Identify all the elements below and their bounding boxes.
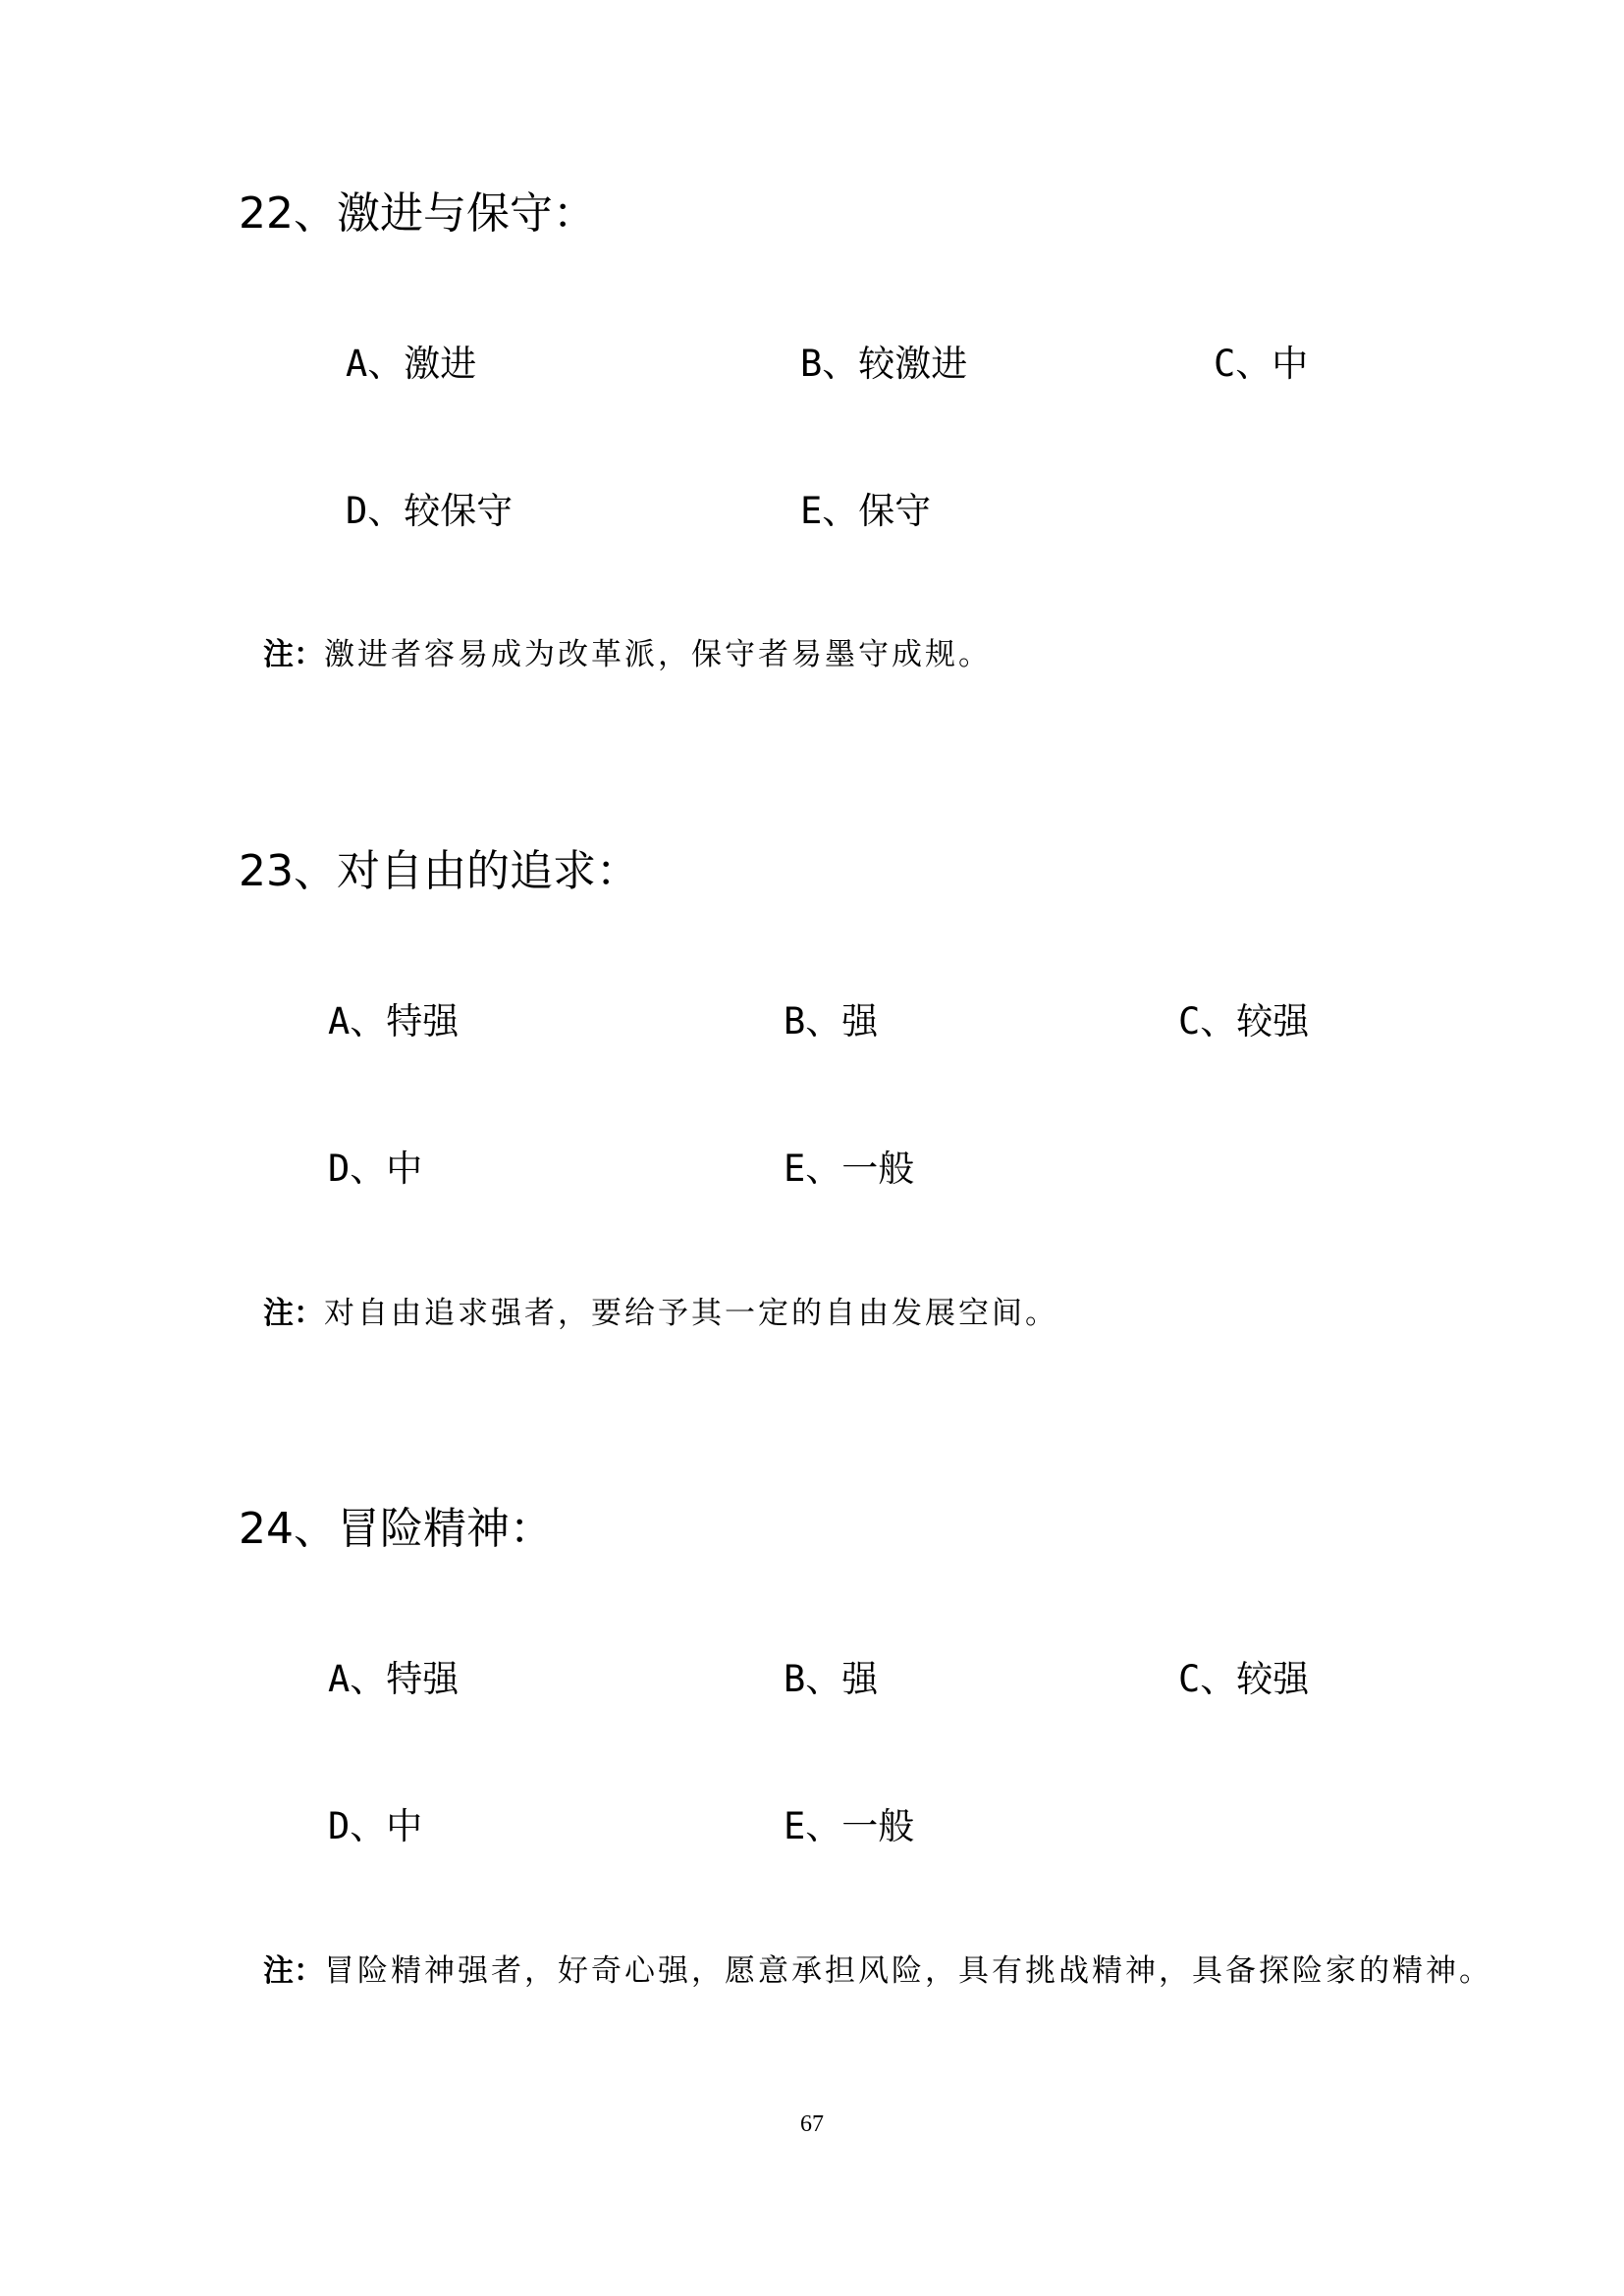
option-a: A、特强: [328, 1000, 460, 1042]
note: [263, 1296, 1058, 1331]
note-text: 激进者容易成为改革派，保守者易墨守成规。: [324, 637, 992, 672]
option-c: C、较强: [1178, 1658, 1310, 1700]
option-b: B、强: [784, 1000, 879, 1042]
option-e: E、一般: [784, 1148, 915, 1190]
note-text: 对自由追求强者，要给予其一定的自由发展空间。: [324, 1296, 1058, 1331]
option-d: D、中: [328, 1805, 423, 1847]
note-label: 注：: [263, 637, 324, 672]
option-a: A、特强: [328, 1658, 460, 1700]
question-title: 24、冒险精神：: [239, 1504, 553, 1554]
option-e: E、一般: [784, 1805, 915, 1847]
note-text: 冒险精神强者，好奇心强，愿意承担风险，具有挑战精神，具备探险家的精神。: [324, 1953, 1492, 1989]
option-a: A、激进: [346, 343, 477, 385]
option-b: B、强: [784, 1658, 879, 1700]
question-title: 22、激进与保守：: [239, 188, 596, 239]
option-e: E、保守: [800, 490, 932, 532]
option-c: C、中: [1214, 343, 1309, 385]
note-label: 注：: [263, 1296, 324, 1331]
note: [263, 1953, 1492, 1989]
note-label: 注：: [263, 1953, 324, 1989]
option-c: C、较强: [1178, 1000, 1310, 1042]
option-b: B、较激进: [800, 343, 968, 385]
page-number: 67: [800, 2111, 824, 2137]
note: [263, 637, 992, 672]
option-d: D、中: [328, 1148, 423, 1190]
option-d: D、较保守: [346, 490, 514, 532]
question-title: 23、对自由的追求：: [239, 846, 639, 896]
